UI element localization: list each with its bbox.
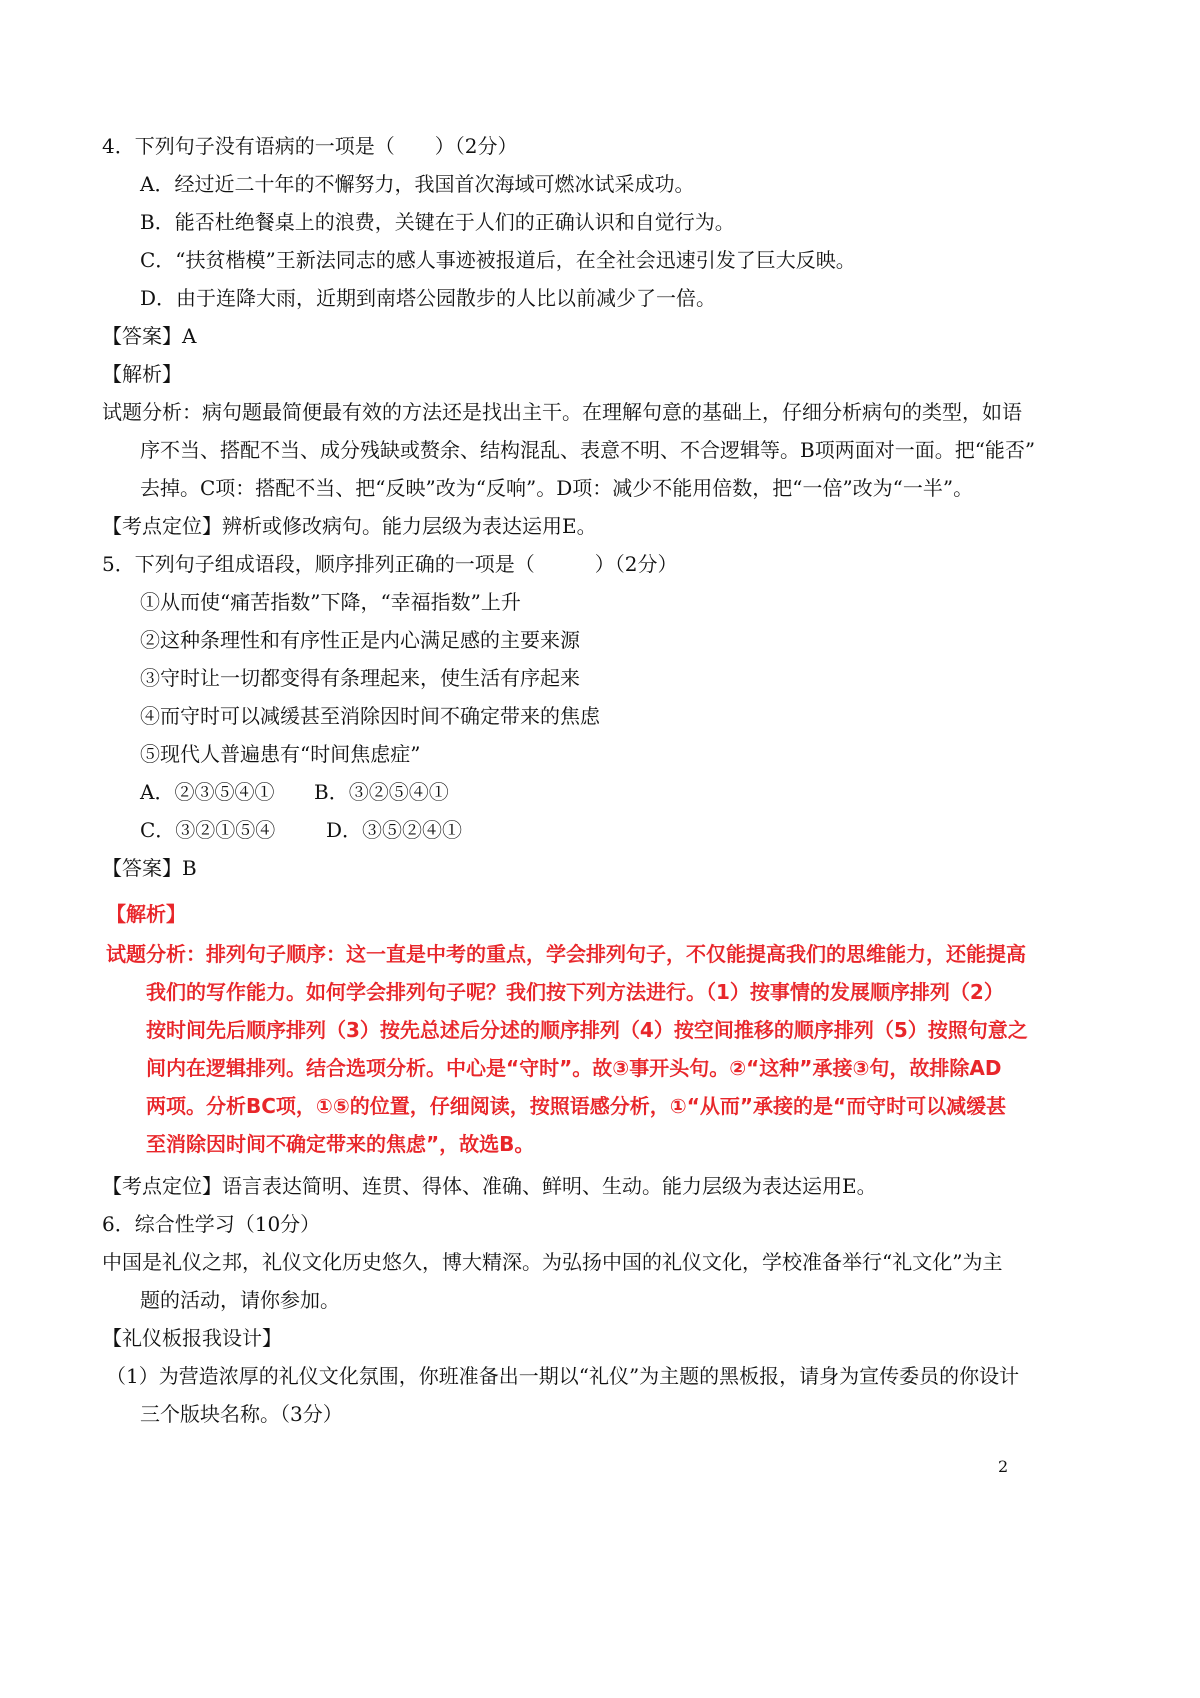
q6-sub1-line: （1）为营造浓厚的礼仪文化氛围，你班准备出一期以“礼仪”为主题的黑板报，请身为宣传委员的你设计 [106,1364,1020,1388]
q5-analysis-line: 试题分析：排列句子顺序：这一直是中考的重点，学会排列句子，不仅能提高我们的思维能力，还能提高 [106,942,1026,966]
q6-stem: 6．综合性学习（10分） [102,1212,321,1236]
q5-analysis-label: 【解析】 [106,902,186,926]
q4-analysis-line: 去掉。C项：搭配不当、把“反映”改为“反响”。D项：减少不能用倍数，把“一倍”改为“一半”。 [140,476,974,500]
q4-analysis-line: 序不当、搭配不当、成分残缺或赘余、结构混乱、表意不明、不合逻辑等。B项两面对一面。把“能否” [140,438,1036,462]
q5-item: ③守时让一切都变得有条理起来，使生活有序起来 [140,666,580,690]
q5-item: ⑤现代人普遍患有“时间焦虑症” [140,742,421,766]
q5-analysis-line: 间内在逻辑排列。结合选项分析。中心是“守时”。故③事开头句。②“这种”承接③句，故排除AD [146,1056,1002,1080]
q5-item: ②这种条理性和有序性正是内心满足感的主要来源 [140,628,580,652]
q6-intro-line: 题的活动，请你参加。 [140,1288,340,1312]
q4-stem: 4．下列句子没有语病的一项是（ ）（2分） [102,134,518,158]
q4-analysis-label: 【解析】 [102,362,182,386]
q5-stem: 5．下列句子组成语段，顺序排列正确的一项是（ ）（2分） [102,552,678,576]
q5-item: ④而守时可以减缓甚至消除因时间不确定带来的焦虑 [140,704,600,728]
page-number: 2 [998,1457,1009,1476]
q5-answer: 【答案】B [102,856,197,880]
q4-point: 【考点定位】辨析或修改病句。能力层级为表达运用E。 [102,514,597,538]
q5-analysis-line: 按时间先后顺序排列（3）按先总述后分述的顺序排列（4）按空间推移的顺序排列（5）按照句意之 [146,1018,1028,1042]
q5-option-c: C．③②①⑤④ [140,818,276,842]
q5-option-a: A．②③⑤④① [140,780,275,804]
q5-option-b: B．③②⑤④① [314,780,449,804]
q4-option-a: A．经过近二十年的不懈努力，我国首次海域可燃冰试采成功。 [140,172,695,196]
q5-analysis-line: 两项。分析BC项，①⑤的位置，仔细阅读，按照语感分析，①“从而”承接的是“而守时可以减缓甚 [146,1094,1007,1118]
q5-point: 【考点定位】语言表达简明、连贯、得体、准确、鲜明、生动。能力层级为表达运用E。 [102,1174,877,1198]
q4-option-c: C．“扶贫楷模”王新法同志的感人事迹被报道后，在全社会迅速引发了巨大反映。 [140,248,856,272]
q4-option-b: B．能否杜绝餐桌上的浪费，关键在于人们的正确认识和自觉行为。 [140,210,735,234]
q6-section-title: 【礼仪板报我设计】 [102,1326,282,1350]
q5-analysis-line: 至消除因时间不确定带来的焦虑”，故选B。 [146,1132,535,1156]
q6-sub1-line: 三个版块名称。（3分） [140,1402,343,1426]
q6-intro-line: 中国是礼仪之邦，礼仪文化历史悠久，博大精深。为弘扬中国的礼仪文化，学校准备举行“礼文化”为主 [102,1250,1003,1274]
q4-option-d: D．由于连降大雨，近期到南塔公园散步的人比以前减少了一倍。 [140,286,717,310]
q5-analysis-line: 我们的写作能力。如何学会排列句子呢？我们按下列方法进行。（1）按事情的发展顺序排列（2） [146,980,1004,1004]
q5-option-d: D．③⑤②④① [326,818,463,842]
q4-analysis-line: 试题分析：病句题最简便最有效的方法还是找出主干。在理解句意的基础上，仔细分析病句的类型，如语 [102,400,1022,424]
q4-answer: 【答案】A [102,324,197,348]
q5-item: ①从而使“痛苦指数”下降，“幸福指数”上升 [140,590,521,614]
